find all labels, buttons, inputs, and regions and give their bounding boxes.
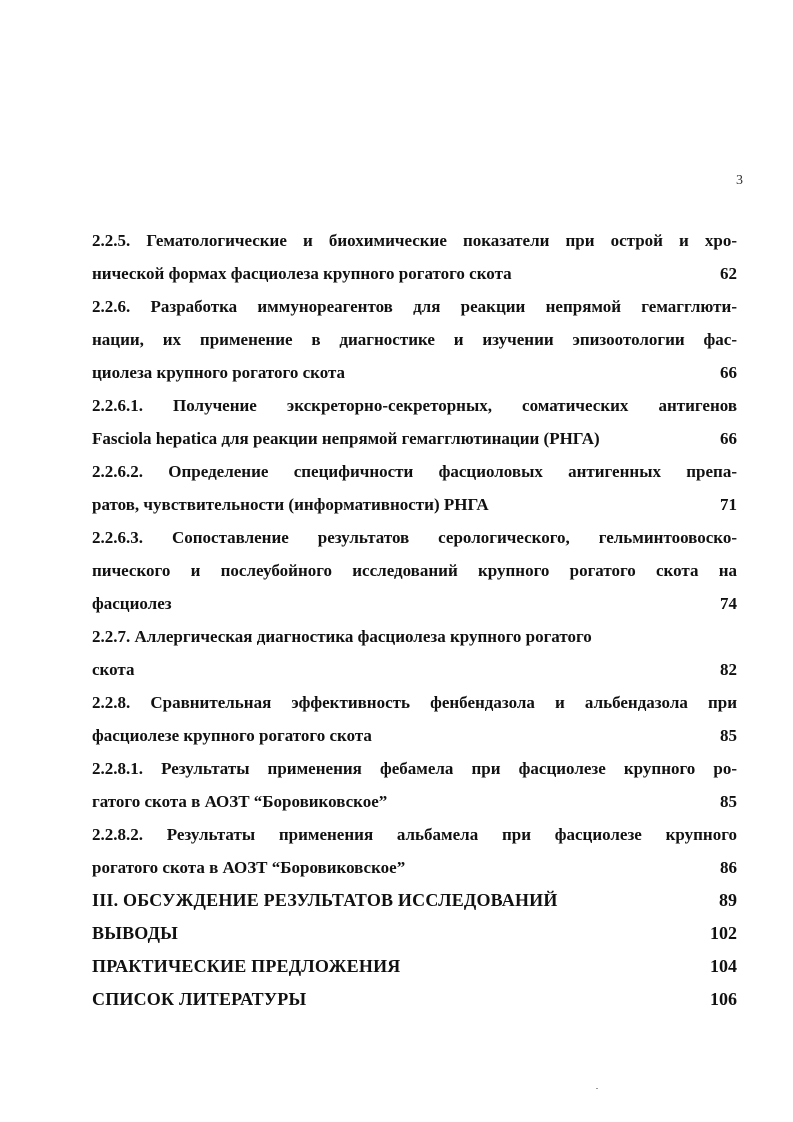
toc-page-number: 71 bbox=[720, 495, 737, 514]
toc-entry-text: 2.2.8. Сравнительная эффективность фенбендазола и альбендазола при bbox=[92, 693, 737, 712]
table-of-contents bbox=[92, 224, 737, 1016]
toc-entry-2-2-6-2[interactable] bbox=[92, 455, 737, 521]
toc-page-number: 82 bbox=[720, 660, 737, 679]
toc-page-number: 86 bbox=[720, 858, 737, 877]
toc-entry-text: ратов, чувствительности (информативности) РНГА bbox=[92, 495, 489, 514]
toc-entry-text: 2.2.7. Аллергическая диагностика фасциолеза крупного рогатого bbox=[92, 627, 592, 646]
toc-page-number: 62 bbox=[720, 264, 737, 283]
toc-page-number: 85 bbox=[720, 792, 737, 811]
page-number: 3 bbox=[736, 173, 743, 188]
toc-entry-2-2-6[interactable] bbox=[92, 290, 737, 389]
toc-entry-2-2-6-3[interactable] bbox=[92, 521, 737, 620]
toc-chapter-title: ВЫВОДЫ bbox=[92, 923, 179, 943]
toc-chapter-title: III. ОБСУЖДЕНИЕ РЕЗУЛЬТАТОВ ИССЛЕДОВАНИЙ bbox=[92, 890, 558, 910]
scan-speck bbox=[596, 1088, 598, 1089]
toc-page-number: 85 bbox=[720, 726, 737, 745]
toc-page-number: 89 bbox=[719, 890, 737, 910]
toc-entry-2-2-5[interactable] bbox=[92, 224, 737, 290]
toc-page-number: 106 bbox=[710, 989, 737, 1009]
toc-chapter-discussion[interactable] bbox=[92, 884, 737, 917]
toc-entry-2-2-7[interactable] bbox=[92, 620, 737, 686]
toc-entry-text: пического и послеубойного исследований крупного рогатого скота на bbox=[92, 561, 737, 580]
toc-entry-2-2-8[interactable] bbox=[92, 686, 737, 752]
toc-entry-text: 2.2.6. Разработка иммунореагентов для реакции непрямой гемагглюти- bbox=[92, 297, 737, 316]
toc-entry-text: 2.2.5. Гематологические и биохимические показатели при острой и хро- bbox=[92, 231, 737, 250]
toc-entry-text: рогатого скота в АОЗТ “Боровиковское” bbox=[92, 858, 406, 877]
toc-entry-text: 2.2.6.1. Получение экскреторно-секреторных, соматических антигенов bbox=[92, 396, 737, 415]
toc-page-number: 104 bbox=[710, 956, 737, 976]
toc-entry-text: 2.2.8.2. Результаты применения альбамела при фасциолезе крупного bbox=[92, 825, 737, 844]
toc-entry-2-2-8-1[interactable] bbox=[92, 752, 737, 818]
toc-entry-text: скота bbox=[92, 660, 135, 679]
toc-chapter-references[interactable] bbox=[92, 983, 737, 1016]
toc-chapter-title: ПРАКТИЧЕСКИЕ ПРЕДЛОЖЕНИЯ bbox=[92, 956, 401, 976]
toc-entry-2-2-6-1[interactable] bbox=[92, 389, 737, 455]
toc-page-number: 74 bbox=[720, 594, 737, 613]
toc-entry-text: циолеза крупного рогатого скота bbox=[92, 363, 346, 382]
toc-entry-text: фасциолез bbox=[92, 594, 172, 613]
toc-entry-text: нической формах фасциолеза крупного рогатого скота bbox=[92, 264, 512, 283]
toc-entry-2-2-8-2[interactable] bbox=[92, 818, 737, 884]
toc-entry-text: фасциолезе крупного рогатого скота bbox=[92, 726, 372, 745]
toc-entry-text: 2.2.8.1. Результаты применения фебамела при фасциолезе крупного ро- bbox=[92, 759, 737, 778]
toc-entry-text: Fasciola hepatica для реакции непрямой гемагглютинации (РНГА) bbox=[92, 429, 600, 448]
toc-chapter-title: СПИСОК ЛИТЕРАТУРЫ bbox=[92, 989, 307, 1009]
toc-chapter-practical-proposals[interactable] bbox=[92, 950, 737, 983]
toc-page-number: 102 bbox=[710, 923, 737, 943]
toc-page-number: 66 bbox=[720, 429, 737, 448]
toc-entry-text: гатого скота в АОЗТ “Боровиковское” bbox=[92, 792, 388, 811]
toc-entry-text: нации, их применение в диагностике и изучении эпизоотологии фас- bbox=[92, 330, 737, 349]
toc-entry-text: 2.2.6.2. Определение специфичности фасциоловых антигенных препа- bbox=[92, 462, 737, 481]
toc-page-number: 66 bbox=[720, 363, 737, 382]
toc-entry-text: 2.2.6.3. Сопоставление результатов серологического, гельминтоовоско- bbox=[92, 528, 737, 547]
toc-chapter-conclusions[interactable] bbox=[92, 917, 737, 950]
